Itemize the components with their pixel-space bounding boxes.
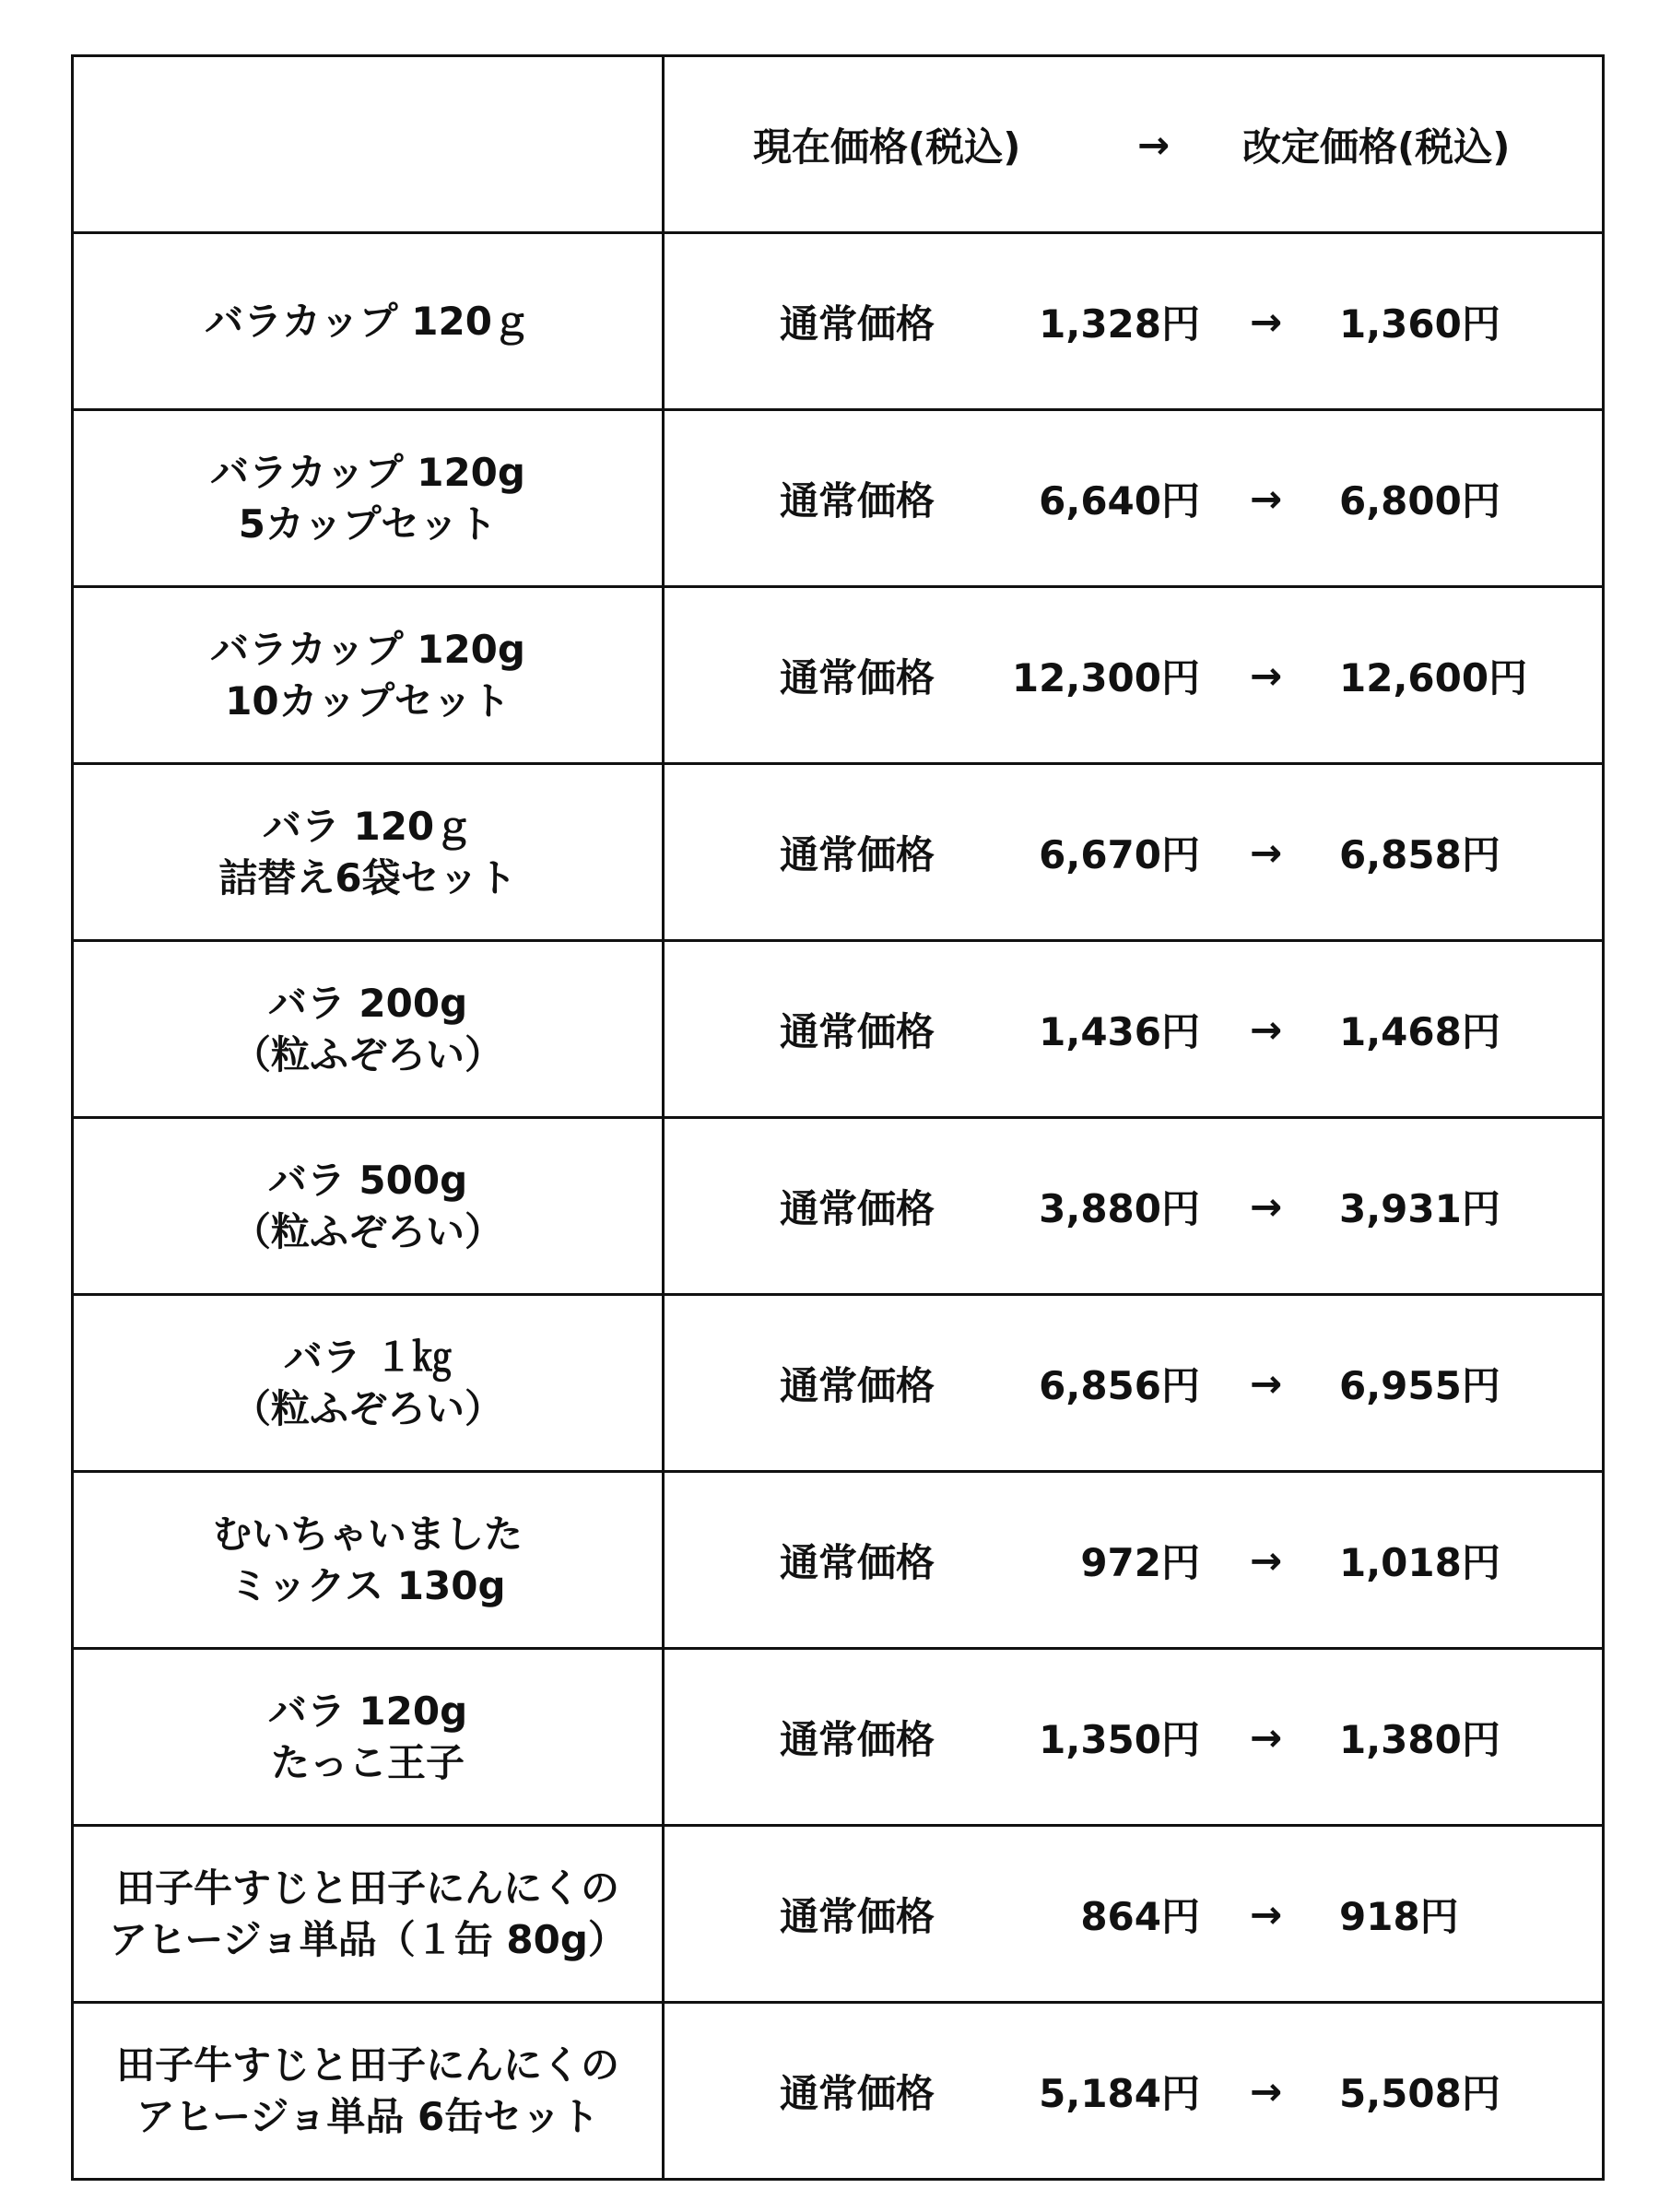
product-name-line2: 5カップセット — [238, 500, 498, 547]
arrow: → — [1250, 1537, 1283, 1583]
table-row — [74, 1470, 1602, 1647]
price-type-label: 通常価格 — [780, 831, 935, 877]
table-row — [74, 408, 1602, 585]
product-name-cell — [74, 765, 665, 939]
table-row — [74, 1116, 1602, 1293]
new-price: 1,380円 — [1339, 1716, 1500, 1762]
price-type-label: 通常価格 — [780, 1362, 935, 1408]
new-price-header: 改定価格(税込) — [1242, 124, 1511, 170]
product-name-line2: アヒージョ単品 6缶セット — [135, 2093, 600, 2139]
product-name-line1: バラ １㎏ — [283, 1334, 453, 1380]
product-name-cell — [74, 1650, 665, 1824]
price-type-label: 通常価格 — [780, 477, 935, 524]
product-name-line1: バラカップ 120g — [210, 449, 525, 495]
price-cell — [665, 234, 1602, 408]
product-name-cell — [74, 1473, 665, 1647]
product-name-line1: 田子牛すじと田子にんにくの — [115, 2041, 619, 2088]
table-row — [74, 2001, 1602, 2178]
product-name-cell — [74, 1296, 665, 1470]
current-price: 6,856円 — [1039, 1362, 1200, 1408]
product-name-line1: バラカップ 120ｇ — [205, 298, 531, 344]
table-row — [74, 939, 1602, 1116]
arrow: → — [1250, 1714, 1283, 1759]
price-cell — [665, 1473, 1602, 1647]
arrow: → — [1250, 299, 1283, 344]
price-cell — [665, 1827, 1602, 2001]
current-price: 12,300円 — [1011, 654, 1200, 700]
price-type-label: 通常価格 — [780, 1185, 935, 1231]
current-price: 5,184円 — [1039, 2070, 1200, 2116]
arrow: → — [1250, 1183, 1283, 1229]
new-price: 918円 — [1339, 1893, 1459, 1939]
current-price: 1,350円 — [1039, 1716, 1200, 1762]
current-price: 1,328円 — [1039, 300, 1200, 347]
new-price: 12,600円 — [1339, 654, 1528, 700]
header-price-cell — [665, 57, 1602, 231]
arrow: → — [1250, 653, 1283, 698]
price-table — [71, 54, 1605, 2181]
product-name-line1: バラカップ 120g — [210, 626, 525, 672]
product-name-cell — [74, 942, 665, 1116]
price-cell — [665, 942, 1602, 1116]
price-type-label: 通常価格 — [780, 2070, 935, 2116]
current-price: 864円 — [1080, 1893, 1200, 1939]
product-name-line1: むいちゃいました — [212, 1511, 523, 1557]
new-price: 3,931円 — [1339, 1185, 1500, 1231]
product-name-line2: 10カップセット — [225, 677, 511, 724]
new-price: 1,360円 — [1339, 300, 1500, 347]
product-name-line2: ミックス 130g — [229, 1562, 506, 1608]
product-name-line2: （粒ふぞろい） — [231, 1031, 503, 1077]
table-header-row — [74, 57, 1602, 231]
product-name-cell — [74, 1119, 665, 1293]
arrow: → — [1250, 830, 1283, 875]
new-price: 6,955円 — [1339, 1362, 1500, 1408]
product-name-cell — [74, 2004, 665, 2178]
new-price: 6,858円 — [1339, 831, 1500, 877]
product-name-cell — [74, 234, 665, 408]
price-type-label: 通常価格 — [780, 1716, 935, 1762]
header-arrow: → — [1137, 122, 1171, 167]
current-price: 1,436円 — [1039, 1008, 1200, 1054]
price-cell — [665, 1296, 1602, 1470]
product-name-line1: バラ 200g — [267, 980, 468, 1026]
current-price: 972円 — [1080, 1539, 1200, 1585]
table-row — [74, 1293, 1602, 1470]
product-name-line2: 詰替え6袋セット — [218, 854, 517, 900]
table-row — [74, 1824, 1602, 2001]
product-name-line1: バラ 120ｇ — [262, 803, 474, 849]
arrow: → — [1250, 476, 1283, 521]
new-price: 6,800円 — [1339, 477, 1500, 524]
product-name-line1: 田子牛すじと田子にんにくの — [115, 1865, 619, 1911]
price-cell — [665, 1650, 1602, 1824]
table-row — [74, 762, 1602, 939]
product-name-line2: アヒージョ単品（１缶 80g） — [109, 1916, 627, 1962]
product-name-line1: バラ 500g — [267, 1157, 468, 1203]
price-cell — [665, 1119, 1602, 1293]
current-price-header: 現在価格(税込) — [753, 124, 1021, 170]
price-type-label: 通常価格 — [780, 1539, 935, 1585]
table-row — [74, 1647, 1602, 1824]
current-price: 6,670円 — [1039, 831, 1200, 877]
price-type-label: 通常価格 — [780, 1893, 935, 1939]
price-type-label: 通常価格 — [780, 300, 935, 347]
price-cell — [665, 588, 1602, 762]
arrow: → — [1250, 1891, 1283, 1936]
product-name-line2: たっこ王子 — [270, 1739, 465, 1785]
price-type-label: 通常価格 — [780, 1008, 935, 1054]
new-price: 5,508円 — [1339, 2070, 1500, 2116]
product-name-cell — [74, 1827, 665, 2001]
table-row — [74, 231, 1602, 408]
product-name-cell — [74, 411, 665, 585]
price-cell — [665, 411, 1602, 585]
table-row — [74, 585, 1602, 762]
price-type-label: 通常価格 — [780, 654, 935, 700]
arrow: → — [1250, 2068, 1283, 2113]
arrow: → — [1250, 1006, 1283, 1052]
product-name-line1: バラ 120g — [267, 1688, 468, 1734]
new-price: 1,468円 — [1339, 1008, 1500, 1054]
arrow: → — [1250, 1360, 1283, 1406]
header-empty-cell — [74, 57, 665, 231]
product-name-line2: （粒ふぞろい） — [231, 1208, 503, 1254]
price-cell — [665, 2004, 1602, 2178]
price-cell — [665, 765, 1602, 939]
product-name-cell — [74, 588, 665, 762]
new-price: 1,018円 — [1339, 1539, 1500, 1585]
current-price: 3,880円 — [1039, 1185, 1200, 1231]
current-price: 6,640円 — [1039, 477, 1200, 524]
product-name-line2: （粒ふぞろい） — [231, 1385, 503, 1431]
